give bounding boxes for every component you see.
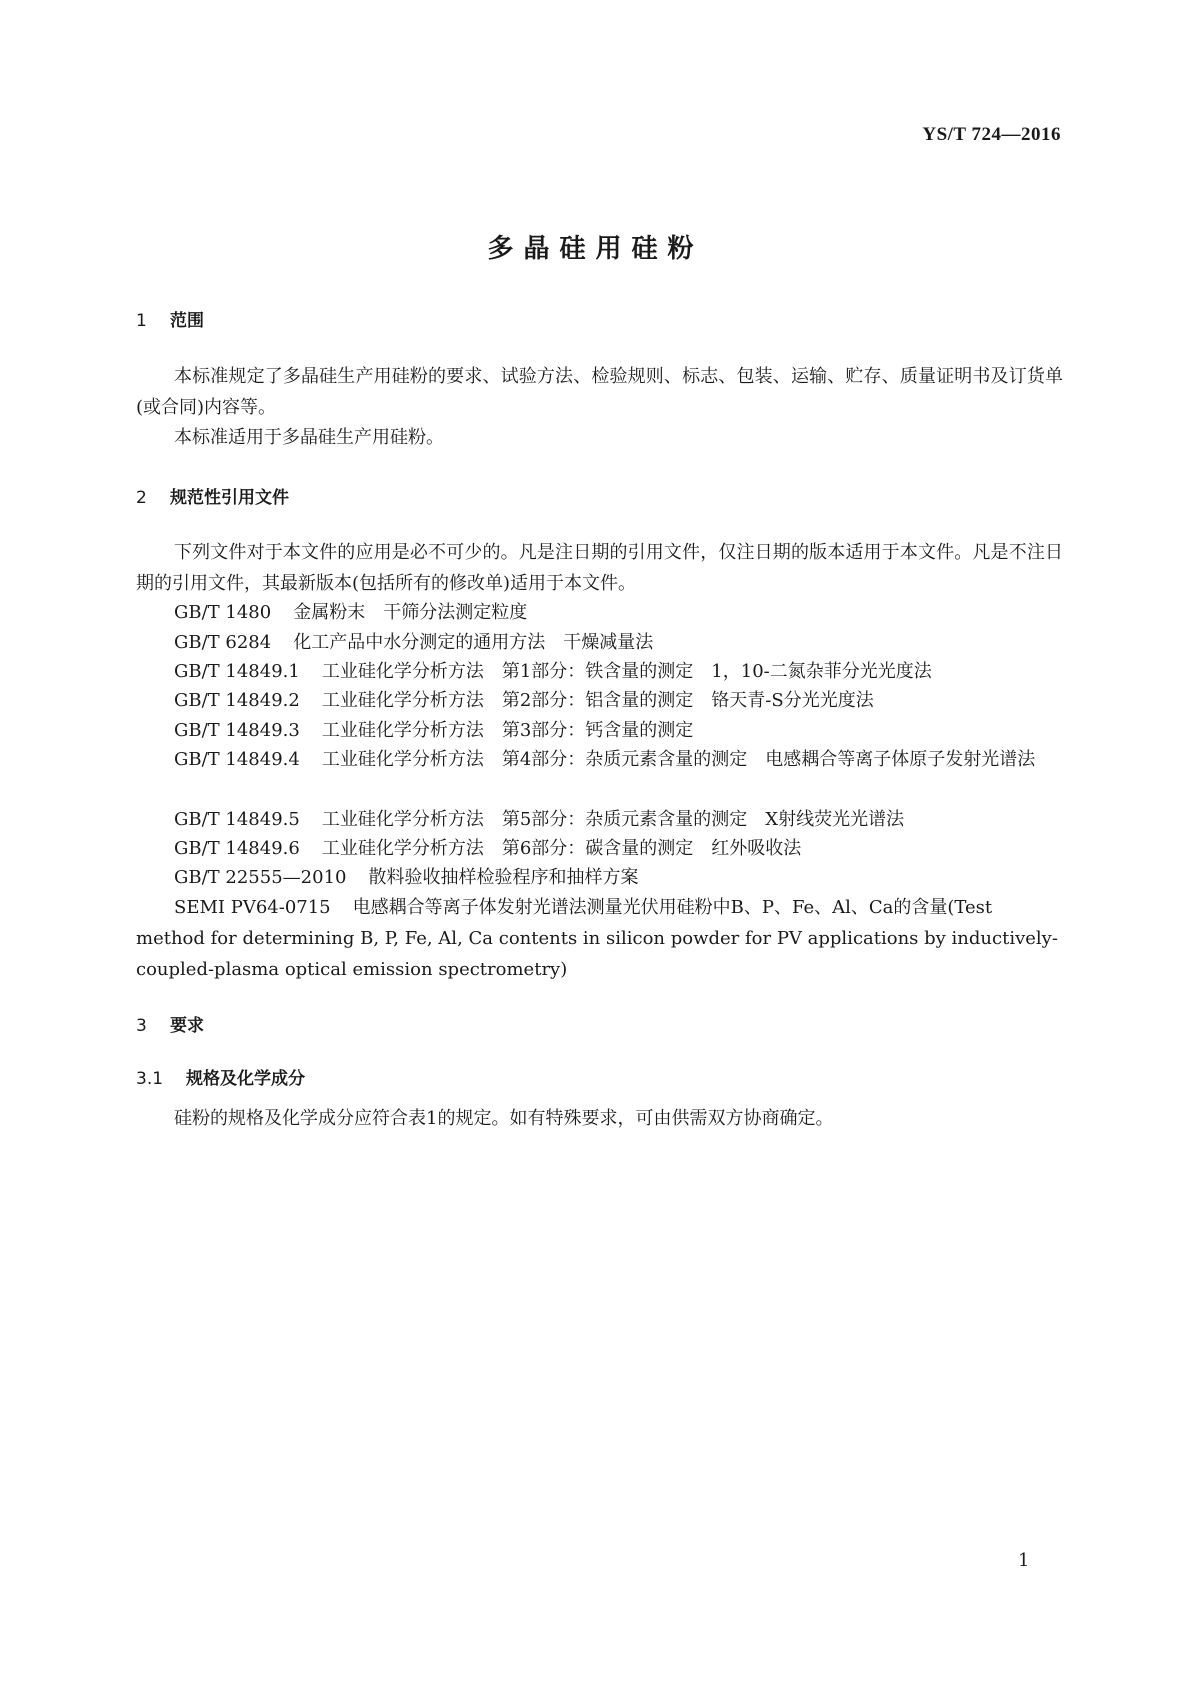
standard-number: YS/T 724—2016 <box>922 124 1061 145</box>
reference-code: GB/T 14849.1 <box>174 661 300 682</box>
section-1-heading <box>136 306 204 331</box>
section-2-intro: 下列文件对于本文件的应用是必不可少的。凡是注日期的引用文件，仅注日期的版本适用于本文件。凡是不注日期的引用文件，其最新版本(包括所有的修改单)适用于本文件。 <box>136 542 1063 594</box>
section-3-1-number: 3.1 <box>136 1069 164 1089</box>
section-2-number: 2 <box>136 488 147 508</box>
reference-title: 工业硅化学分析方法 第4部分：杂质元素含量的测定 电感耦合等离子体原子发射光谱法 <box>321 749 1036 770</box>
section-3-1-title: 规格及化学成分 <box>186 1069 305 1089</box>
section-3-1-paragraph: 硅粉的规格及化学成分应符合表1的规定。如有特殊要求，可由供需双方协商确定。 <box>174 1108 834 1129</box>
reference-code: GB/T 14849.4 <box>174 749 300 770</box>
reference-title: 工业硅化学分析方法 第5部分：杂质元素含量的测定 X射线荧光光谱法 <box>321 809 905 830</box>
section-1-number: 1 <box>136 311 147 331</box>
section-1-title: 范围 <box>170 311 204 331</box>
reference-code: GB/T 14849.2 <box>174 690 300 711</box>
reference-item <box>136 744 1063 775</box>
section-3-heading <box>136 1011 204 1036</box>
reference-code: SEMI PV64-0715 <box>174 897 331 918</box>
reference-title: 化工产品中水分测定的通用方法 干燥减量法 <box>293 632 654 653</box>
section-3-title: 要求 <box>170 1016 204 1036</box>
reference-title: 工业硅化学分析方法 第6部分：碳含量的测定 红外吸收法 <box>321 838 802 859</box>
reference-title: 金属粉末 干筛分法测定粒度 <box>293 602 528 623</box>
reference-item <box>174 656 932 687</box>
reference-title: 工业硅化学分析方法 第3部分：钙含量的测定 <box>321 720 694 741</box>
section-3-1-heading <box>136 1064 305 1089</box>
reference-code: GB/T 22555—2010 <box>174 867 347 888</box>
section-1-paragraph-2: 本标准适用于多晶硅生产用硅粉。 <box>174 427 444 448</box>
reference-title: 散料验收抽样检验程序和抽样方案 <box>368 867 639 888</box>
reference-item <box>136 892 1063 985</box>
reference-title: 电感耦合等离子体发射光谱法测量光伏用硅粉中B、P、Fe、Al、Ca的含量(Test method for determining B, P, Fe, Al, Ca contents in silicon powder for PV applications by inductively-coupled-plasma optical emission spectrometry) <box>136 897 1058 980</box>
section-2-title: 规范性引用文件 <box>170 488 289 508</box>
reference-code: GB/T 6284 <box>174 632 272 653</box>
reference-title: 工业硅化学分析方法 第2部分：铝含量的测定 铬天青-S分光光度法 <box>321 690 874 711</box>
reference-code: GB/T 1480 <box>174 602 272 623</box>
reference-item <box>174 833 801 864</box>
reference-item <box>174 627 653 658</box>
section-2-heading <box>136 483 289 508</box>
reference-code: GB/T 14849.6 <box>174 838 300 859</box>
section-3-number: 3 <box>136 1016 147 1036</box>
reference-item <box>174 715 693 746</box>
reference-item <box>174 862 638 893</box>
section-1-paragraph-1: 本标准规定了多晶硅生产用硅粉的要求、试验方法、检验规则、标志、包装、运输、贮存、质量证明书及订货单(或合同)内容等。 <box>136 366 1063 418</box>
reference-item <box>174 685 874 716</box>
reference-title: 工业硅化学分析方法 第1部分：铁含量的测定 1，10-二氮杂菲分光光度法 <box>321 661 932 682</box>
reference-code: GB/T 14849.5 <box>174 809 300 830</box>
document-title: 多晶硅用硅粉 <box>487 234 704 264</box>
page-number: 1 <box>1018 1550 1030 1571</box>
reference-item <box>174 804 904 835</box>
reference-item <box>174 597 527 628</box>
reference-code: GB/T 14849.3 <box>174 720 300 741</box>
